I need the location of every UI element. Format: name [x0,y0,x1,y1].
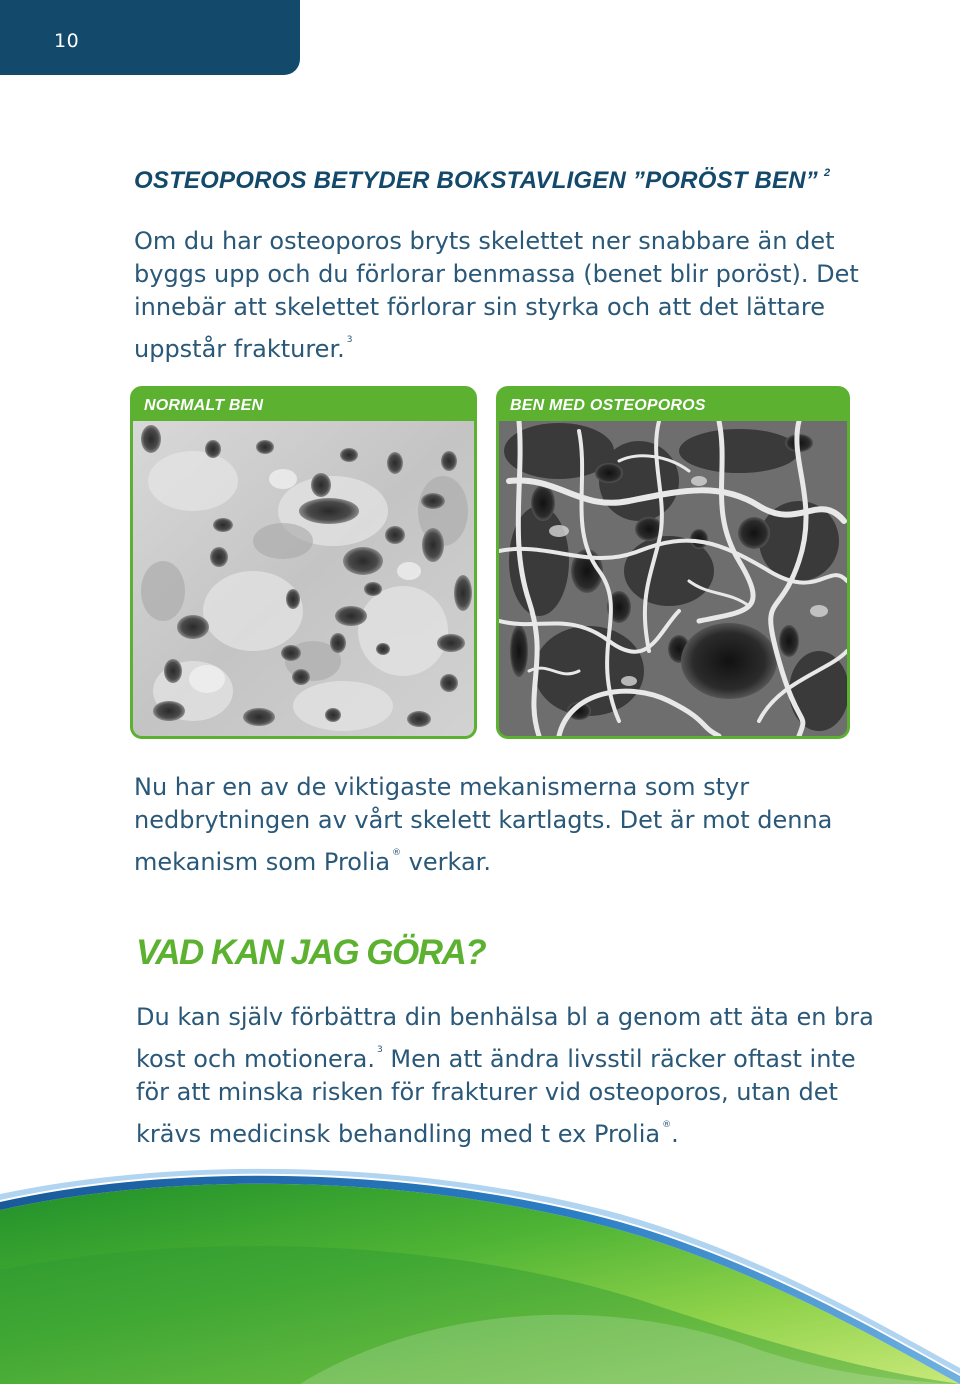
mechanism-paragraph-end: verkar. [401,848,491,876]
lifestyle-paragraph-part2: Men att ändra livsstil räcker oftast inte för att minska risken för frakturer vid osteoporos, utan det krävs medicinsk behandling med t ex Prolia [136,1045,856,1148]
normal-bone-image [133,421,474,736]
lifestyle-paragraph-part1: Du kan själv förbättra din benhälsa bl a genom att äta en bra kost och motionera. [136,1003,874,1073]
page-number-tab [0,0,300,75]
registered-mark: ® [392,848,402,858]
reference-superscript: 3 [377,1045,383,1055]
reference-superscript: 2 [823,167,831,179]
osteoporosis-bone-label: BEN MED OSTEOPOROS [510,397,706,414]
section-title-porost-ben [134,167,830,195]
intro-paragraph-text: Om du har osteoporos bryts skelettet ner snabbare än det byggs upp och du förlorar benmassa (benet blir poröst). Det innebär att skelettet förlorar sin styrka och att det lättare uppstår frakturer. [134,227,859,363]
mechanism-paragraph-text: Nu har en av de viktigaste mekanismerna som styr nedbrytningen av vårt skelett kartlagts. Det är mot denna mekanism som Prolia [134,773,833,876]
osteoporosis-bone-image [499,421,847,736]
intro-paragraph [134,225,894,366]
lifestyle-paragraph [136,1001,896,1151]
normal-bone-label: NORMALT BEN [144,397,264,414]
section-title-vad-kan-jag-gora: VAD KAN JAG GÖRA? [136,933,486,972]
page-number: 10 [54,30,80,52]
lifestyle-paragraph-end: . [671,1120,679,1148]
section-title-text: OSTEOPOROS BETYDER BOKSTAVLIGEN ”PORÖST BEN” [134,167,818,194]
decorative-wave [0,1150,960,1384]
mechanism-paragraph [134,771,894,879]
registered-mark: ® [662,1120,672,1130]
osteoporosis-bone-figure [496,386,850,739]
normal-bone-figure [130,386,477,739]
reference-superscript: 3 [346,335,353,345]
